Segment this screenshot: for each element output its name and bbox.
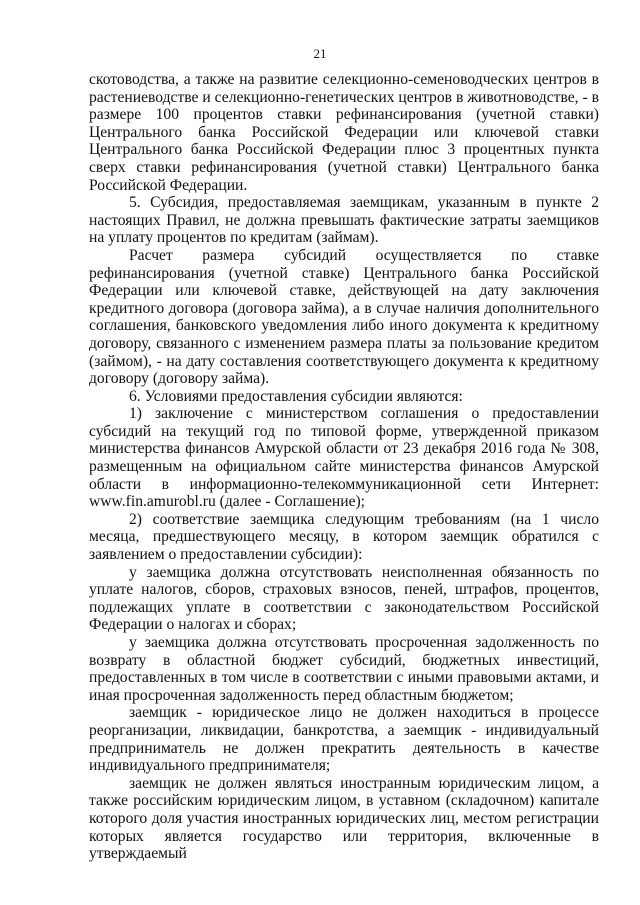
paragraph-requirement-taxes: у заемщика должна отсутствовать неисполненная обязанность по уплате налогов, сборов, страховых взносов, пеней, штрафов, процентов, подлежащих уплате в соответствии с законодательством Российской Федерации о налогах и сборах;	[89, 563, 599, 634]
paragraph-condition-2: 2) соответствие заемщика следующим требованиям (на 1 число месяца, предшествующего месяцу, в котором заемщик обратился с заявлением о предоставлении субсидии):	[89, 510, 599, 564]
paragraph-requirement-reorganization: заемщик - юридическое лицо не должен находиться в процессе реорганизации, ликвидации, банкротства, а заемщик - индивидуальный предприниматель не должен прекратить деятельность в качестве индивидуального предпринимателя;	[89, 704, 599, 775]
paragraph-requirement-debt: у заемщика должна отсутствовать просроченная задолженность по возврату в областной бюджет субсидий, бюджетных инвестиций, предоставленных в том числе в соответствии с иными правовыми актами, и иная просроченная задолженность перед областным бюджетом;	[89, 634, 599, 704]
paragraph-condition-1: 1) заключение с министерством соглашения о предоставлении субсидий на текущий год по типовой форме, утвержденной приказом министерства финансов Амурской области от 23 декабря 2016 года № 308, размещенным на официальном сайте министерства финансов Амурской области в информационно-телекоммуникационной сети Интернет: www.fin.amurobl.ru (далее - Соглашение);	[89, 405, 599, 511]
paragraph-item-6: 6. Условиями предоставления субсидии являются:	[129, 387, 463, 405]
paragraph-requirement-foreign: заемщик не должен являться иностранным юридическим лицом, а также российским юридическим лицом, в уставном (складочном) капитале которого доля участия иностранных юридических лиц, местом регистрации которых является государство или территория, включенные в утверждаемый	[89, 774, 599, 863]
paragraph-subsidy-calculation: Расчет размера субсидий осуществляется по ставке рефинансирования (учетной ставке) Центрального банка Российской Федерации или ключевой ставке, действующей на дату заключения кредитного договора (договора займа), а в случае наличия дополнительного соглашения, банковского уведомления либо иного документа к кредитному договору, связанного с изменением размера платы за пользование кредитом (займом), - на дату составления соответствующего документа к кредитному договору (договору займа).	[89, 246, 599, 388]
page-number: 21	[313, 46, 327, 61]
paragraph-continuation: скотоводства, а также на развитие селекционно-семеноводческих центров в растениеводстве и селекционно-генетических центров в животноводстве, - в размере 100 процентов ставки рефинансирования (учетной ставки) Центрального банка Российской Федерации или ключевой ставки Центрального банка Российской Федерации плюс 3 процентных пункта сверх ставки рефинансирования (учетной ставки) Центрального банка Российской Федерации.	[89, 71, 599, 194]
document-body	[89, 71, 599, 863]
paragraph-item-5: 5. Субсидия, предоставляемая заемщикам, указанным в пункте 2 настоящих Правил, не должна превышать фактические затраты заемщиков на уплату процентов по кредитам (займам).	[89, 194, 599, 247]
